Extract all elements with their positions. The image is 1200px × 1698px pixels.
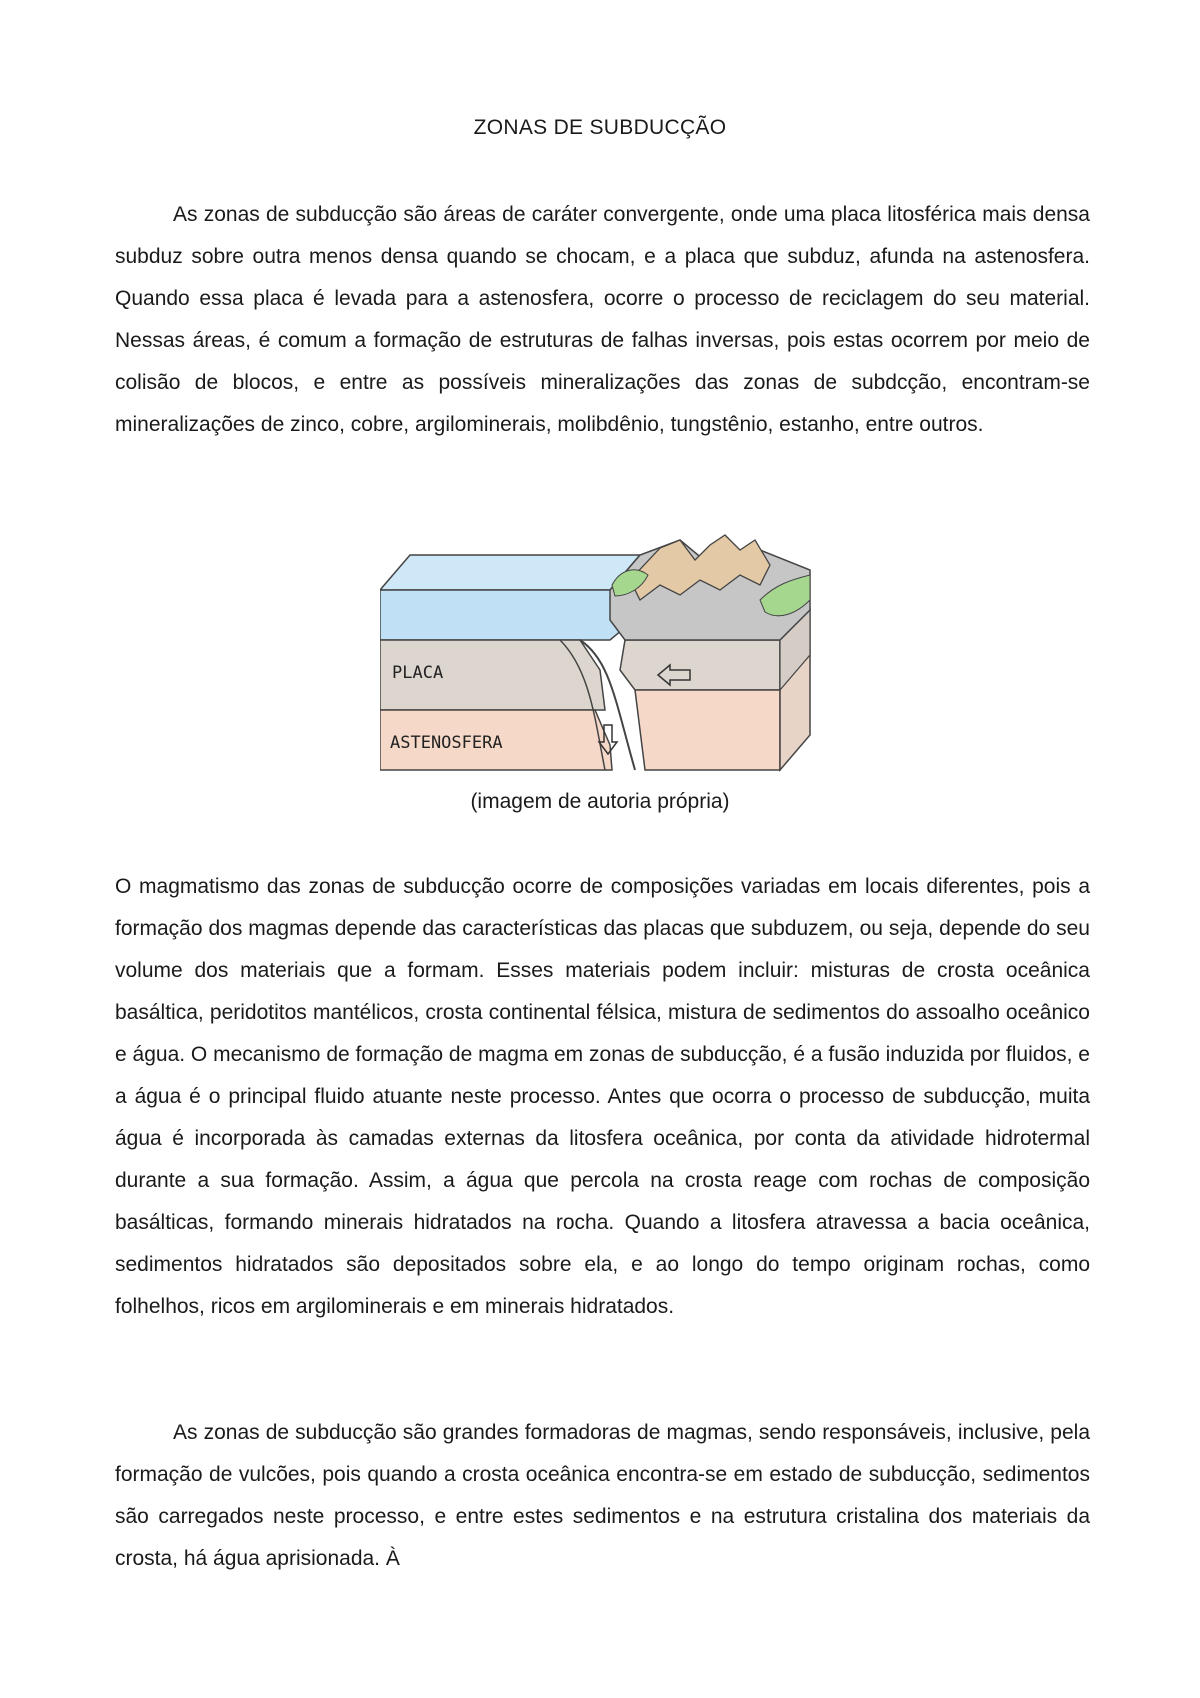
subduction-diagram — [380, 530, 850, 790]
ocean-top-surface — [380, 555, 640, 590]
page-title: ZONAS DE SUBDUCÇÃO — [473, 116, 727, 139]
paragraph-intro: As zonas de subducção são áreas de caráter convergente, onde uma placa litosférica mais densa subduz sobre outra menos densa quando se chocam, e a placa que subduz, afunda na astenosfera. Quando essa placa é levada para a astenosfera, ocorre o processo de reciclagem do seu material. Nessas áreas, é comum a formação de estruturas de falhas inversas, pois estas ocorrem por meio de colisão de blocos, e entre as possíveis mineralizações das zonas de subdcção, encontram-se mineralizações de zinco, cobre, argilominerais, molibdênio, tungstênio, estanho, entre outros. — [115, 203, 1090, 436]
figure-caption: (imagem de autoria própria) — [470, 790, 730, 813]
paragraph-magmatism: O magmatismo das zonas de subducção ocorre de composições variadas em locais diferentes, pois a formação dos magmas depende das características das placas que subduzem, ou seja, depende do seu volume dos materiais que a formam. Esses materiais podem incluir: misturas de crosta oceânica basáltica, peridotitos mantélicos, crosta continental félsica, mistura de sedimentos do assoalho oceânico e água. O mecanismo de formação de magma em zonas de subducção, é a fusão induzida por fluidos, e a água é o principal fluido atuante neste processo. Antes que ocorra o processo de subducção, muita água é incorporada às camadas externas da litosfera oceânica, por conta da atividade hidrotermal durante a sua formação. Assim, a água que percola na crosta reage com rochas de composição basálticas, formando minerais hidratados na rocha. Quando a litosfera atravessa a bacia oceânica, sedimentos hidratados são depositados sobre ela, e ao longo do tempo originam rochas, como folhelhos, ricos em argilominerais e em minerais hidratados. — [115, 875, 1090, 1318]
label-plate: PLACA — [392, 663, 444, 683]
continental-layer — [620, 640, 780, 690]
ocean-layer — [380, 590, 640, 640]
continental-asthenosphere — [635, 690, 780, 770]
paragraph-volcanoes: As zonas de subducção são grandes formadoras de magmas, sendo responsáveis, inclusive, pela formação de vulcões, pois quando a crosta oceânica encontra-se em estado de subducção, sedimentos são carregados neste processo, e entre estes sedimentos e na estrutura cristalina dos materiais da crosta, há água aprisionada. À — [115, 1421, 1090, 1570]
subduction-diagram-svg — [380, 530, 850, 790]
label-asthenosphere: ASTENOSFERA — [390, 733, 503, 753]
